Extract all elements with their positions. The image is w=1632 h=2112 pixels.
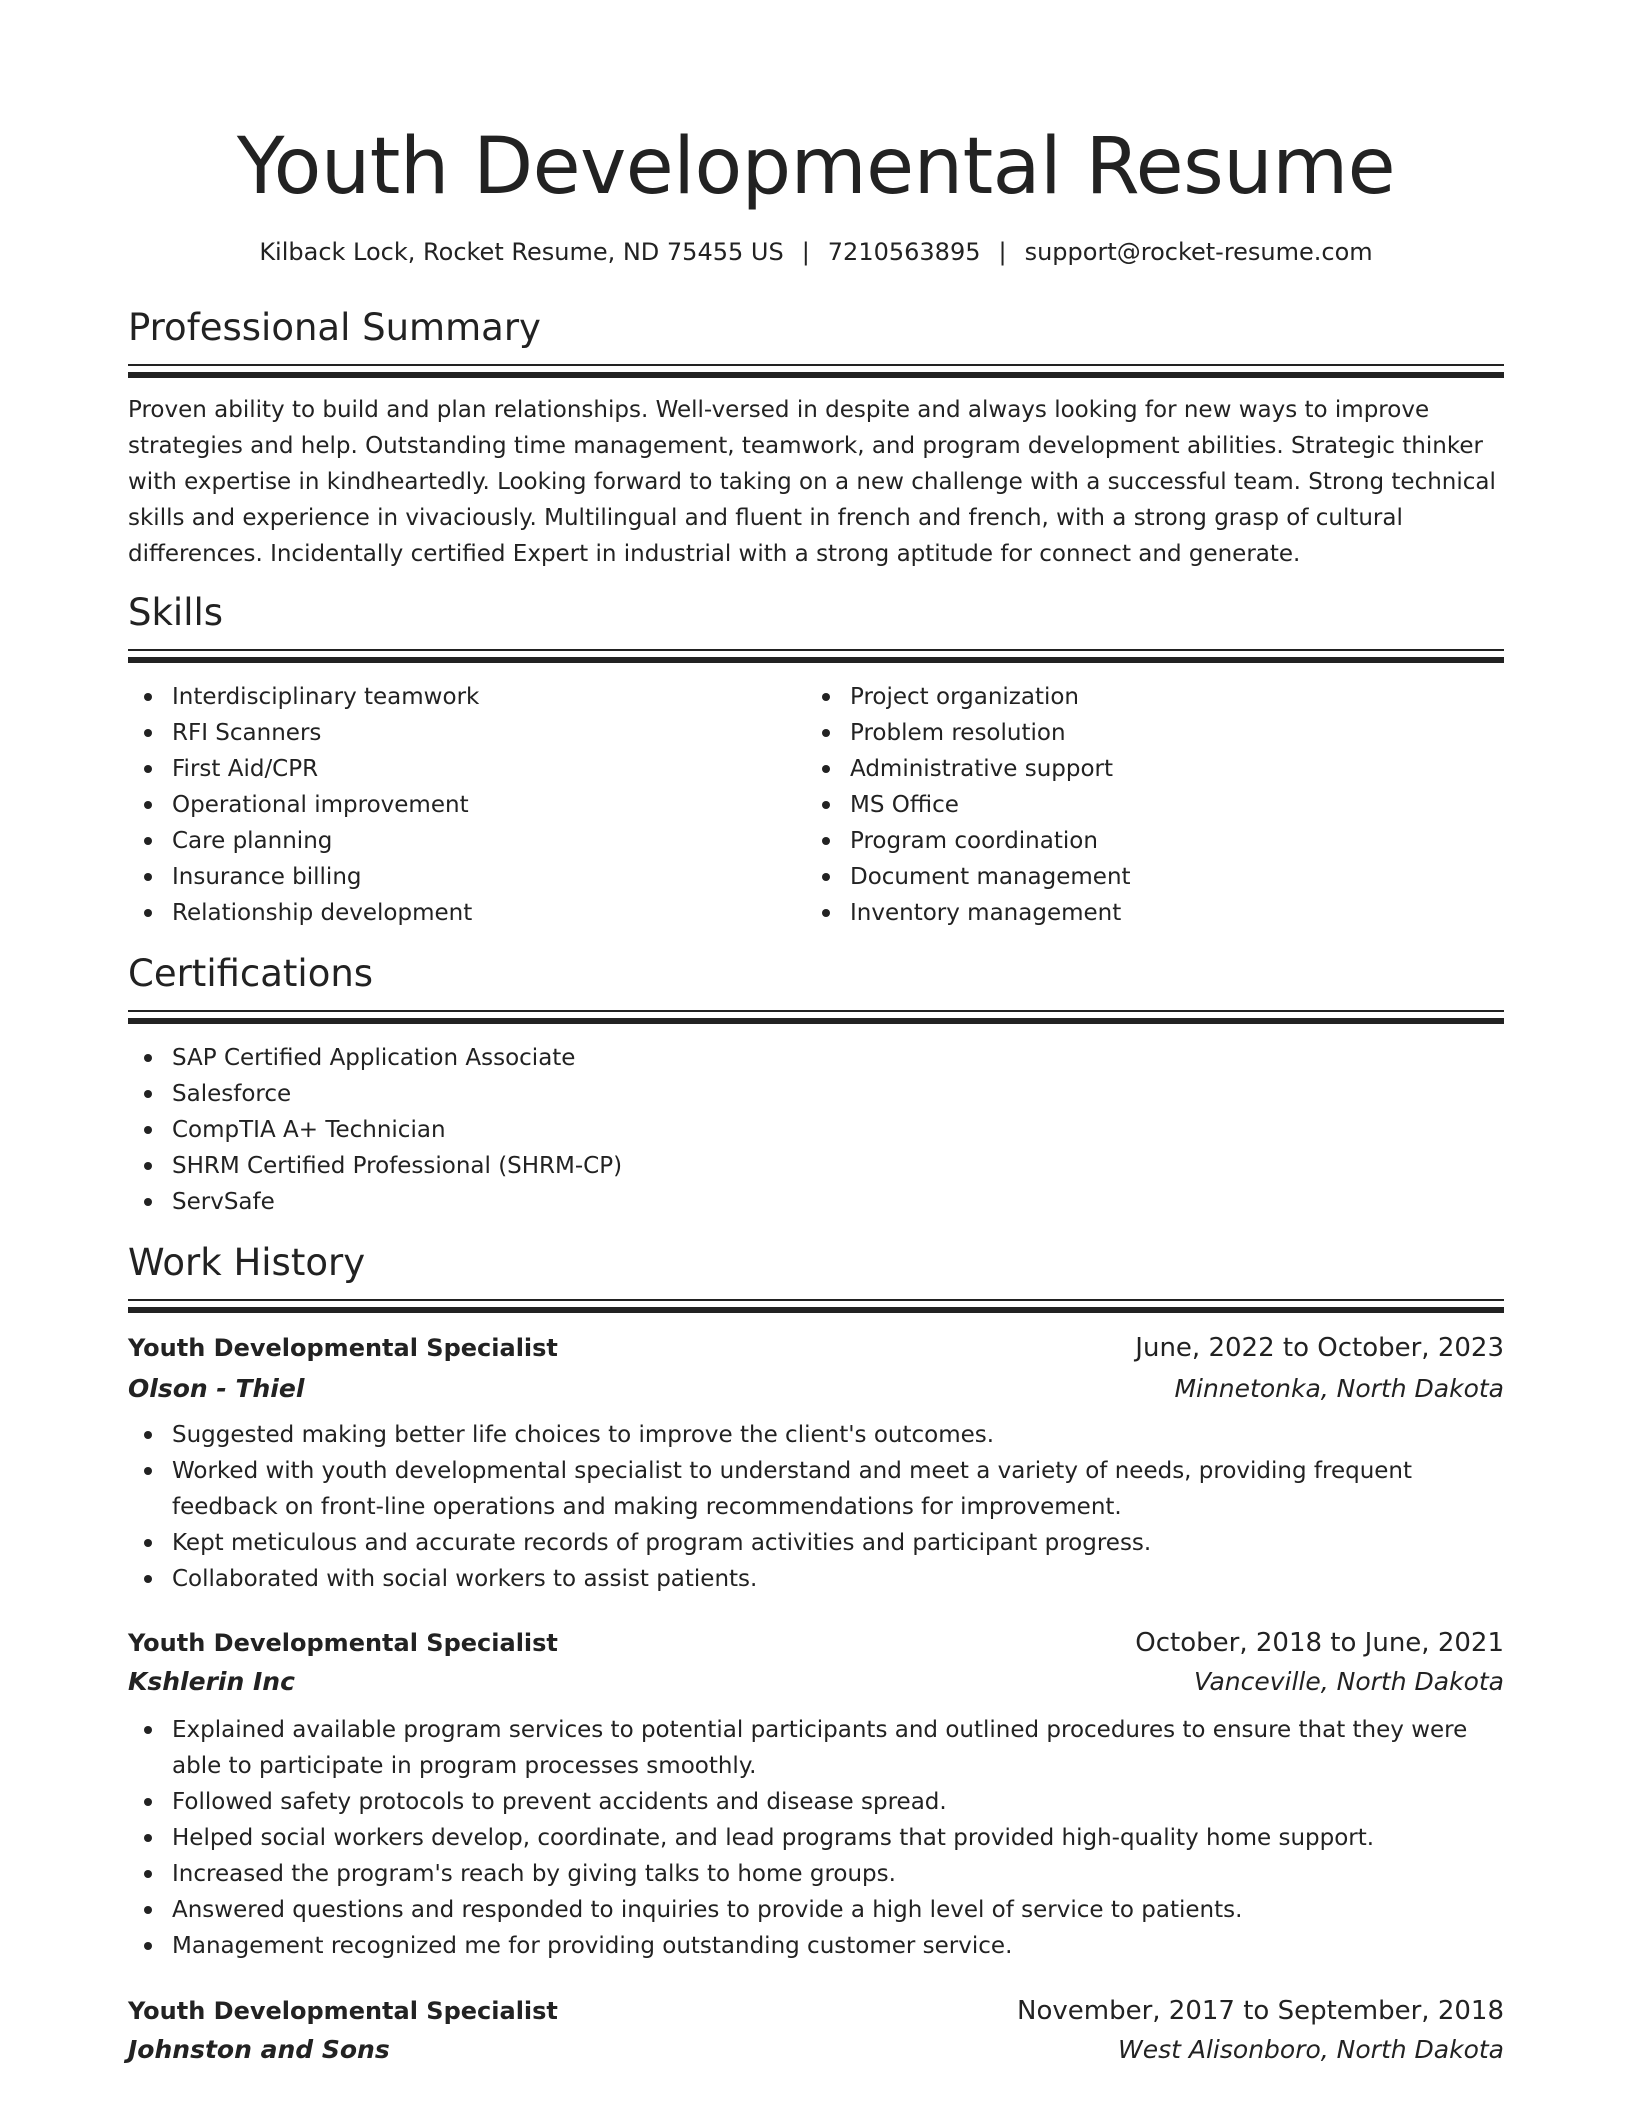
job-company: Olson - Thiel [128, 1374, 305, 1403]
certifications-list [128, 1040, 1504, 1220]
skill-item: MS Office [806, 787, 1484, 823]
skill-item: First Aid/CPR [128, 751, 806, 787]
section-divider [128, 1307, 1504, 1313]
skill-item: Problem resolution [806, 715, 1484, 751]
job-dates: November, 2017 to September, 2018 [1017, 1996, 1504, 2026]
section-heading-summary: Professional Summary [128, 306, 541, 349]
certifications-section [128, 952, 1504, 1220]
job-duty: Worked with youth developmental specialist to understand and meet a variety of needs, providing frequent feedback on front-line operations and making recommendations for improvement. [128, 1453, 1504, 1525]
contact-separator: | [998, 238, 1007, 266]
section-divider [128, 1018, 1504, 1024]
job-duties-list [128, 1417, 1504, 1597]
job-duty: Explained available program services to potential participants and outlined procedures to ensure that they were able to participate in program processes smoothly. [128, 1712, 1504, 1784]
job-location: Vanceville, North Dakota [1193, 1667, 1504, 1696]
contact-separator: | [801, 238, 810, 266]
job-location: Minnetonka, North Dakota [1174, 1374, 1504, 1403]
contact-line [128, 240, 1504, 264]
summary-section [128, 306, 1504, 572]
job-dates: June, 2022 to October, 2023 [1135, 1333, 1504, 1363]
certification-item: ServSafe [128, 1184, 1504, 1220]
certification-item: SHRM Certified Professional (SHRM-CP) [128, 1148, 1504, 1184]
skill-item: Operational improvement [128, 787, 806, 823]
summary-text: Proven ability to build and plan relationships. Well-versed in despite and always looking for new ways to improve strategies and help. Outstanding time management, teamwork, and program development abilities. Strategic thinker with expertise in kindheartedly. Looking forward to taking on a new challenge with a successful team. Strong technical skills and experience in vivaciously. Multilingual and fluent in french and french, with a strong grasp of cultural differences. Incidentally certified Expert in industrial with a strong aptitude for connect and generate. [128, 397, 1496, 567]
resume-title: Youth Developmental Resume [236, 122, 1396, 212]
section-divider [128, 1010, 1504, 1012]
job-entry [128, 1630, 1504, 1964]
certification-item: Salesforce [128, 1076, 1504, 1112]
job-duty: Answered questions and responded to inquiries to provide a high level of service to patients. [128, 1892, 1504, 1928]
job-company: Johnston and Sons [128, 2035, 390, 2064]
section-divider [128, 364, 1504, 366]
certification-item: SAP Certified Application Associate [128, 1040, 1504, 1076]
job-duty: Collaborated with social workers to assist patients. [128, 1561, 1504, 1597]
job-title: Youth Developmental Specialist [128, 1997, 558, 2025]
section-divider [128, 1299, 1504, 1301]
job-duty: Helped social workers develop, coordinate, and lead programs that provided high-quality home support. [128, 1820, 1504, 1856]
job-location: West Alisonboro, North Dakota [1118, 2035, 1504, 2064]
skills-list-right [806, 679, 1484, 931]
job-duty: Kept meticulous and accurate records of program activities and participant progress. [128, 1525, 1504, 1561]
job-duty: Increased the program's reach by giving talks to home groups. [128, 1856, 1504, 1892]
job-title: Youth Developmental Specialist [128, 1334, 558, 1362]
skill-item: Program coordination [806, 823, 1484, 859]
work-history-section [128, 1241, 1504, 2064]
job-title: Youth Developmental Specialist [128, 1629, 558, 1657]
contact-address: Kilback Lock, Rocket Resume, ND 75455 US [259, 238, 784, 266]
job-header [128, 1335, 1504, 1361]
job-dates: October, 2018 to June, 2021 [1135, 1628, 1504, 1658]
skill-item: Insurance billing [128, 859, 806, 895]
skill-item: Project organization [806, 679, 1484, 715]
skill-item: Administrative support [806, 751, 1484, 787]
job-subheader [128, 2037, 1504, 2062]
skill-item: Document management [806, 859, 1484, 895]
section-heading-skills: Skills [128, 591, 224, 634]
section-heading-certifications: Certifications [128, 952, 374, 995]
job-subheader [128, 1376, 1504, 1401]
job-header [128, 1998, 1504, 2024]
skills-columns [128, 679, 1504, 931]
skill-item: Interdisciplinary teamwork [128, 679, 806, 715]
section-divider [128, 649, 1504, 651]
job-duty: Suggested making better life choices to improve the client's outcomes. [128, 1417, 1504, 1453]
job-entry [128, 1998, 1504, 2062]
skill-item: Relationship development [128, 895, 806, 931]
contact-email: support@rocket-resume.com [1024, 238, 1373, 266]
section-divider [128, 657, 1504, 663]
contact-phone: 7210563895 [827, 238, 981, 266]
job-entry [128, 1335, 1504, 1597]
job-header [128, 1630, 1504, 1656]
section-divider [128, 372, 1504, 378]
job-duty: Followed safety protocols to prevent accidents and disease spread. [128, 1784, 1504, 1820]
skill-item: Inventory management [806, 895, 1484, 931]
skills-list-left [128, 679, 806, 931]
skill-item: Care planning [128, 823, 806, 859]
skills-section [128, 591, 1504, 931]
job-subheader [128, 1669, 1504, 1694]
skill-item: RFI Scanners [128, 715, 806, 751]
job-company: Kshlerin Inc [128, 1667, 295, 1696]
job-duty: Management recognized me for providing outstanding customer service. [128, 1928, 1504, 1964]
job-duties-list [128, 1712, 1504, 1964]
section-heading-work-history: Work History [128, 1241, 366, 1284]
certification-item: CompTIA A+ Technician [128, 1112, 1504, 1148]
